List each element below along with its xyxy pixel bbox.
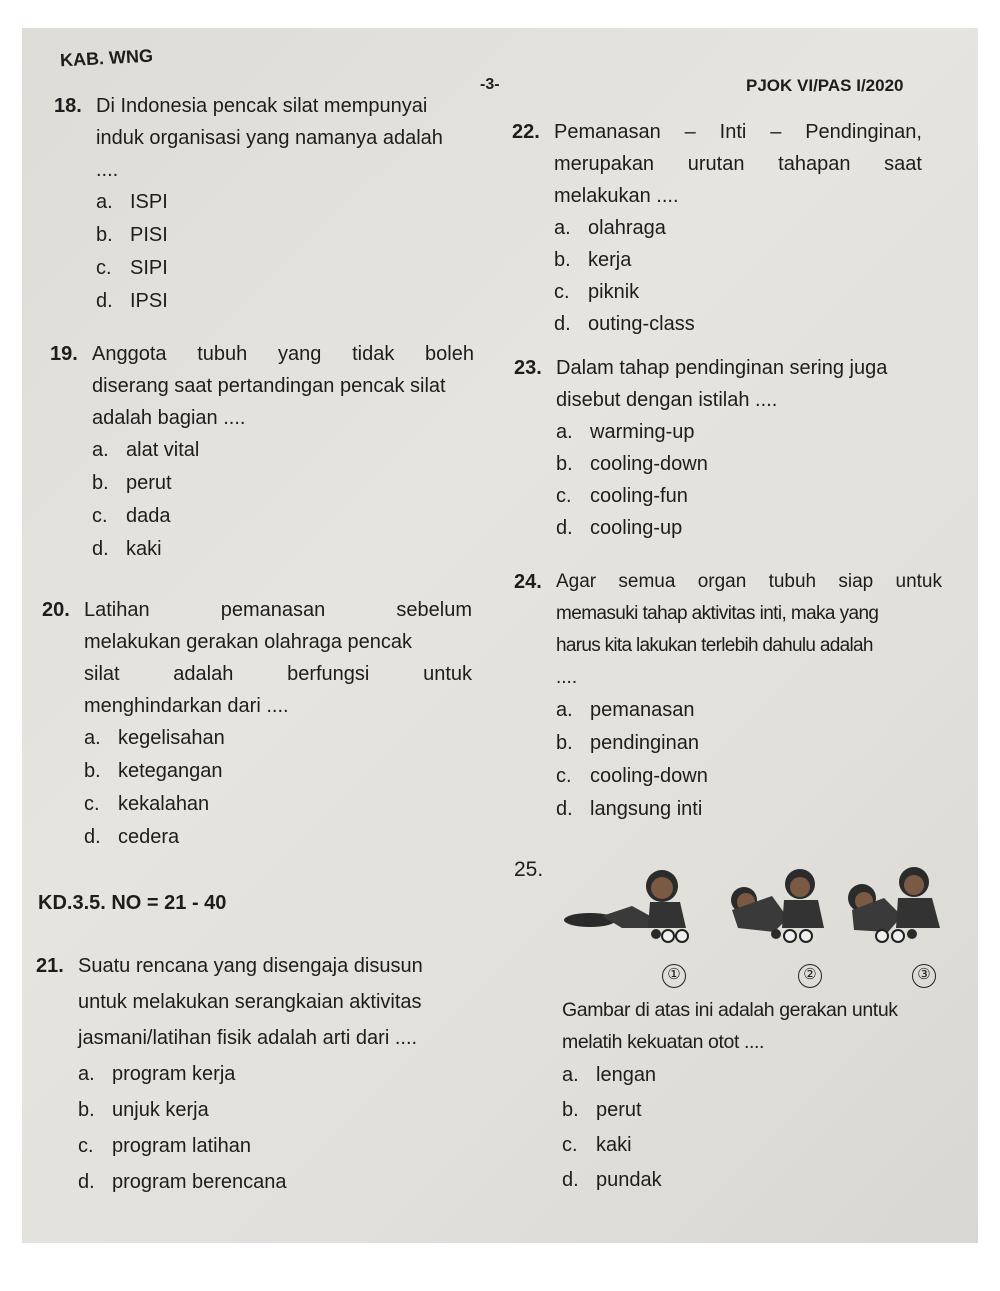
- option-letter: c.: [92, 505, 108, 527]
- option-list: [554, 212, 922, 340]
- option-text: ketegangan: [118, 760, 223, 782]
- option-d: [554, 308, 922, 340]
- question-18: [54, 90, 484, 318]
- option-d: [556, 793, 942, 826]
- option-c: [562, 1128, 960, 1163]
- stem-line: Latihan pemanasan sebelum: [84, 599, 472, 621]
- option-text: pemanasan: [590, 699, 695, 721]
- question-21: [36, 948, 486, 1200]
- option-text: cooling-down: [590, 453, 708, 475]
- question-stem: [556, 566, 942, 694]
- option-b: [84, 755, 472, 788]
- option-letter: a.: [92, 439, 109, 461]
- option-text: program kerja: [112, 1063, 236, 1085]
- stem-line: induk organisasi yang namanya adalah: [96, 127, 443, 149]
- option-letter: b.: [78, 1099, 95, 1121]
- option-a: [96, 186, 484, 219]
- option-list: [562, 1058, 960, 1198]
- question-23: [514, 352, 934, 544]
- option-d: [96, 285, 484, 318]
- option-a: [562, 1058, 960, 1093]
- option-text: langsung inti: [590, 798, 703, 820]
- option-text: IPSI: [130, 290, 168, 312]
- option-text: unjuk kerja: [112, 1099, 209, 1121]
- stem-line: silat adalah berfungsi untuk: [84, 663, 472, 685]
- option-a: [84, 722, 472, 755]
- question-stem: [92, 338, 474, 434]
- option-letter: c.: [556, 485, 572, 507]
- stem-line: adalah bagian ....: [92, 407, 246, 429]
- stem-line: merupakan urutan tahapan saat: [554, 153, 922, 175]
- question-number: 21.: [36, 955, 64, 977]
- option-letter: c.: [554, 281, 570, 303]
- stem-line: Di Indonesia pencak silat mempunyai: [96, 95, 428, 117]
- stem-line: menghindarkan dari ....: [84, 695, 289, 717]
- question-19: [50, 338, 474, 566]
- option-letter: c.: [78, 1135, 94, 1157]
- option-letter: d.: [92, 538, 109, 560]
- kd-heading: KD.3.5. NO = 21 - 40: [38, 892, 227, 914]
- option-c: [556, 480, 934, 512]
- option-text: dada: [126, 505, 171, 527]
- option-letter: d.: [554, 313, 571, 335]
- sit-up-illustration: [562, 858, 952, 963]
- option-c: [96, 252, 484, 285]
- option-b: [554, 244, 922, 276]
- stem-line: melakukan ....: [554, 185, 679, 207]
- option-c: [554, 276, 922, 308]
- option-text: ISPI: [130, 191, 168, 213]
- question-stem: [96, 90, 484, 186]
- option-text: program latihan: [112, 1135, 251, 1157]
- option-text: PISI: [130, 224, 168, 246]
- question-22: [512, 116, 922, 340]
- header-region: KAB. WNG: [59, 45, 154, 71]
- option-text: piknik: [588, 281, 640, 303]
- option-d: [92, 533, 474, 566]
- exam-page: [22, 28, 978, 1243]
- question-24: [514, 566, 942, 826]
- option-letter: d.: [562, 1169, 579, 1191]
- option-letter: d.: [84, 826, 101, 848]
- option-a: [556, 416, 934, 448]
- option-text: cedera: [118, 826, 180, 848]
- option-list: [84, 722, 472, 854]
- option-letter: d.: [96, 290, 113, 312]
- question-number: 20.: [42, 599, 70, 621]
- option-letter: c.: [562, 1134, 578, 1156]
- option-a: [556, 694, 942, 727]
- option-text: outing-class: [588, 313, 695, 335]
- option-list: [556, 416, 934, 544]
- option-text: kekalahan: [118, 793, 210, 815]
- option-list: [78, 1056, 486, 1200]
- option-d: [556, 512, 934, 544]
- option-text: pundak: [596, 1169, 662, 1191]
- option-list: [556, 694, 942, 826]
- option-text: cooling-up: [590, 517, 683, 539]
- question-20: [42, 594, 472, 854]
- option-text: pendinginan: [590, 732, 699, 754]
- option-c: [92, 500, 474, 533]
- option-text: perut: [126, 472, 172, 494]
- question-number: 22.: [512, 121, 540, 143]
- option-letter: d.: [78, 1171, 95, 1193]
- option-text: lengan: [596, 1064, 657, 1086]
- question-number: 24.: [514, 571, 542, 593]
- option-letter: c.: [96, 257, 112, 279]
- option-letter: b.: [84, 760, 101, 782]
- option-list: [92, 434, 474, 566]
- question-number: 23.: [514, 357, 542, 379]
- option-c: [556, 760, 942, 793]
- stem-line: disebut dengan istilah ....: [556, 389, 778, 411]
- stem-line: melakukan gerakan olahraga pencak: [84, 631, 412, 653]
- stem-line: ....: [556, 667, 578, 688]
- page-number: -3-: [480, 76, 500, 93]
- question-stem: [84, 594, 472, 722]
- stem-line: Gambar di atas ini adalah gerakan untuk: [562, 999, 898, 1021]
- stem-line: diserang saat pertandingan pencak silat: [92, 375, 446, 397]
- option-letter: a.: [96, 191, 113, 213]
- option-a: [92, 434, 474, 467]
- question-number: 19.: [50, 343, 78, 365]
- option-b: [96, 219, 484, 252]
- figure-label-2: ②: [798, 964, 822, 988]
- stem-line: memasuki tahap aktivitas inti, maka yang: [556, 603, 879, 624]
- option-b: [92, 467, 474, 500]
- option-c: [78, 1128, 486, 1164]
- option-b: [556, 448, 934, 480]
- option-letter: b.: [556, 732, 573, 754]
- stem-line: Suatu rencana yang disengaja disusun: [78, 955, 423, 977]
- question-stem: [562, 994, 960, 1058]
- option-text: alat vital: [126, 439, 200, 461]
- option-b: [562, 1093, 960, 1128]
- option-text: program berencana: [112, 1171, 287, 1193]
- stem-line: melatih kekuatan otot ....: [562, 1031, 765, 1053]
- option-letter: b.: [554, 249, 571, 271]
- option-b: [556, 727, 942, 760]
- option-letter: c.: [556, 765, 572, 787]
- stem-line: Dalam tahap pendinginan sering juga: [556, 357, 888, 379]
- option-b: [78, 1092, 486, 1128]
- question-stem: [554, 116, 922, 212]
- question-25: [520, 994, 960, 1198]
- stem-line: Agar semua organ tubuh siap untuk: [556, 571, 942, 592]
- option-text: olahraga: [588, 217, 666, 239]
- stem-line: Anggota tubuh yang tidak boleh: [92, 343, 474, 365]
- option-letter: b.: [96, 224, 113, 246]
- exercise-figure-2: [731, 869, 824, 942]
- option-text: perut: [596, 1099, 642, 1121]
- question-stem: [78, 948, 486, 1056]
- option-text: cooling-down: [590, 765, 708, 787]
- option-text: SIPI: [130, 257, 168, 279]
- option-text: kaki: [596, 1134, 632, 1156]
- exercise-figure-3: [848, 867, 940, 942]
- stem-line: untuk melakukan serangkaian aktivitas: [78, 991, 422, 1013]
- option-letter: d.: [556, 517, 573, 539]
- question-stem: [556, 352, 934, 416]
- figure-label-1: ①: [662, 964, 686, 988]
- option-d: [562, 1163, 960, 1198]
- option-letter: a.: [554, 217, 571, 239]
- option-letter: d.: [556, 798, 573, 820]
- option-letter: a.: [556, 421, 573, 443]
- stem-line: Pemanasan – Inti – Pendinginan,: [554, 121, 922, 143]
- option-letter: a.: [84, 727, 101, 749]
- option-a: [554, 212, 922, 244]
- option-letter: b.: [562, 1099, 579, 1121]
- option-letter: b.: [556, 453, 573, 475]
- figure-label-3: ③: [912, 964, 936, 988]
- option-d: [78, 1164, 486, 1200]
- option-letter: a.: [562, 1064, 579, 1086]
- question-number: 18.: [54, 95, 82, 117]
- option-text: cooling-fun: [590, 485, 688, 507]
- exercise-figure: [562, 858, 952, 998]
- option-text: warming-up: [590, 421, 695, 443]
- exercise-figure-1: [564, 870, 688, 942]
- option-list: [96, 186, 484, 318]
- stem-line: jasmani/latihan fisik adalah arti dari ....: [78, 1027, 418, 1049]
- stem-line: harus kita lakukan terlebih dahulu adalah: [556, 635, 873, 656]
- option-letter: c.: [84, 793, 100, 815]
- option-text: kegelisahan: [118, 727, 225, 749]
- header-exam-code: PJOK VI/PAS I/2020: [746, 76, 904, 95]
- option-c: [84, 788, 472, 821]
- option-letter: b.: [92, 472, 109, 494]
- option-letter: a.: [78, 1063, 95, 1085]
- option-a: [78, 1056, 486, 1092]
- option-letter: a.: [556, 699, 573, 721]
- stem-line: ....: [96, 159, 119, 181]
- option-text: kaki: [126, 538, 162, 560]
- option-d: [84, 821, 472, 854]
- question-25-number: 25.: [514, 858, 544, 881]
- option-text: kerja: [588, 249, 632, 271]
